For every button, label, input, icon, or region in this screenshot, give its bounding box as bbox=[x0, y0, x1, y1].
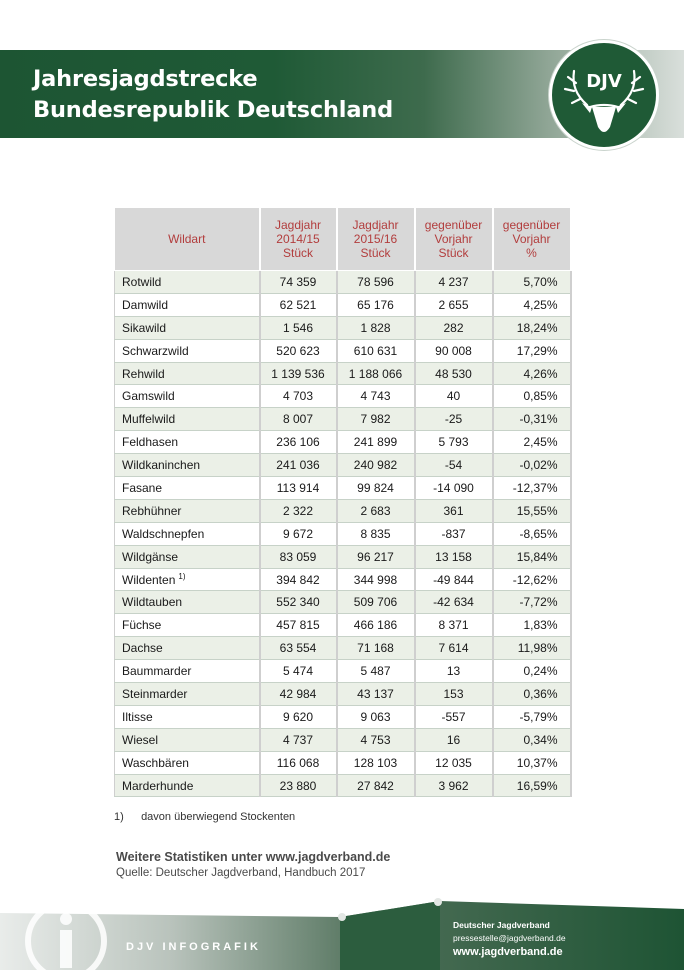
cell-diff-percent bbox=[493, 316, 571, 339]
cell-2014-15 bbox=[260, 751, 337, 774]
cell-2015-16 bbox=[337, 545, 415, 568]
table-body bbox=[115, 271, 571, 797]
cell-diff-count bbox=[415, 431, 493, 454]
cell-2015-16-value: 96 217 bbox=[357, 549, 394, 564]
table-row bbox=[115, 271, 571, 294]
cell-species bbox=[115, 477, 260, 500]
cell-2014-15 bbox=[260, 408, 337, 431]
cell-species-value: Baummarder bbox=[122, 664, 192, 679]
table-row bbox=[115, 683, 571, 706]
cell-2015-16 bbox=[337, 316, 415, 339]
column-header-label: Stück bbox=[438, 246, 469, 260]
table-row bbox=[115, 728, 571, 751]
cell-diff-percent-value: 11,98% bbox=[517, 641, 558, 656]
cell-diff-percent-value: -0,31% bbox=[519, 412, 558, 427]
cell-2014-15 bbox=[260, 385, 337, 408]
cell-2014-15 bbox=[260, 660, 337, 683]
cell-diff-count-value: 3 962 bbox=[438, 778, 469, 793]
cell-diff-percent bbox=[493, 545, 571, 568]
cell-diff-count bbox=[415, 774, 493, 797]
info-icon bbox=[18, 897, 114, 970]
cell-2014-15 bbox=[260, 568, 337, 591]
cell-2015-16-value: 610 631 bbox=[353, 343, 398, 358]
column-header-label: Vorjahr bbox=[512, 232, 551, 246]
cell-diff-percent bbox=[493, 339, 571, 362]
cell-2015-16-value: 509 706 bbox=[353, 595, 398, 610]
table-row bbox=[115, 293, 571, 316]
cell-2015-16 bbox=[337, 728, 415, 751]
cell-diff-count bbox=[415, 683, 493, 706]
cell-diff-percent-value: 0,36% bbox=[523, 686, 558, 701]
column-header-label: Jagdjahr bbox=[352, 218, 399, 232]
cell-2014-15 bbox=[260, 271, 337, 294]
footer-brand: DJV INFOGRAFIK bbox=[126, 941, 261, 953]
cell-diff-count-value: -49 844 bbox=[433, 572, 474, 587]
table-row bbox=[115, 522, 571, 545]
cell-species-value: Wildenten bbox=[122, 573, 176, 588]
cell-diff-percent bbox=[493, 293, 571, 316]
cell-2014-15 bbox=[260, 499, 337, 522]
cell-2015-16 bbox=[337, 568, 415, 591]
table-row bbox=[115, 499, 571, 522]
cell-2015-16-value: 5 487 bbox=[360, 664, 391, 679]
cell-species-value: Dachse bbox=[122, 641, 163, 656]
cell-species-value: Waschbären bbox=[122, 755, 189, 770]
djv-logo bbox=[549, 40, 659, 150]
cell-2014-15 bbox=[260, 362, 337, 385]
cell-diff-percent-value: 0,24% bbox=[523, 664, 558, 679]
cell-2015-16-value: 1 828 bbox=[360, 320, 391, 335]
column-header-2015 bbox=[337, 208, 415, 271]
cell-2014-15-value: 2 322 bbox=[282, 503, 314, 518]
deer-antlers-icon bbox=[552, 43, 656, 147]
cell-2014-15-value: 9 620 bbox=[282, 709, 314, 724]
cell-diff-percent bbox=[493, 637, 571, 660]
cell-2014-15-value: 23 880 bbox=[279, 778, 317, 793]
cell-2014-15-value: 520 623 bbox=[276, 343, 320, 358]
column-header-label: Stück bbox=[360, 246, 391, 260]
cell-diff-percent bbox=[493, 271, 571, 294]
cell-diff-count bbox=[415, 316, 493, 339]
footer-email-link[interactable]: pressestelle@jagdverband.de bbox=[453, 933, 566, 943]
cell-2015-16-value: 78 596 bbox=[357, 274, 394, 289]
cell-2015-16-value: 7 982 bbox=[360, 412, 391, 427]
cell-species bbox=[115, 431, 260, 454]
cell-2015-16-value: 27 842 bbox=[357, 778, 394, 793]
footnote-mark: 1) bbox=[114, 811, 124, 823]
cell-2015-16 bbox=[337, 637, 415, 660]
cell-diff-count-value: 4 237 bbox=[438, 274, 469, 289]
cell-diff-count-value: 13 bbox=[446, 664, 461, 679]
cell-2015-16-value: 4 743 bbox=[360, 389, 391, 404]
cell-2015-16 bbox=[337, 454, 415, 477]
cell-diff-percent-value: -5,79% bbox=[519, 709, 558, 724]
cell-2014-15 bbox=[260, 431, 337, 454]
cell-diff-count bbox=[415, 339, 493, 362]
cell-species-value: Sikawild bbox=[122, 320, 167, 335]
cell-diff-count bbox=[415, 637, 493, 660]
cell-diff-percent bbox=[493, 362, 571, 385]
table-row bbox=[115, 316, 571, 339]
cell-diff-count-value: 2 655 bbox=[438, 297, 469, 312]
cell-diff-count-value: -837 bbox=[441, 526, 466, 541]
cell-species-value: Steinmarder bbox=[122, 686, 188, 701]
table-row bbox=[115, 705, 571, 728]
cell-diff-count bbox=[415, 385, 493, 408]
cell-diff-percent-value: 15,84% bbox=[516, 549, 558, 564]
cell-2015-16-value: 99 824 bbox=[357, 480, 394, 495]
cell-diff-percent bbox=[493, 385, 571, 408]
cell-2014-15-value: 4 737 bbox=[282, 732, 314, 747]
cell-2014-15-value: 63 554 bbox=[279, 641, 317, 656]
footer-website-link[interactable]: www.jagdverband.de bbox=[453, 946, 563, 958]
cell-2014-15 bbox=[260, 705, 337, 728]
cell-species bbox=[115, 385, 260, 408]
table-row bbox=[115, 362, 571, 385]
cell-species-value: Iltisse bbox=[122, 709, 153, 724]
cell-diff-count bbox=[415, 362, 493, 385]
cell-diff-percent bbox=[493, 454, 571, 477]
column-header-wildart bbox=[115, 208, 260, 271]
cell-species bbox=[115, 774, 260, 797]
cell-diff-count bbox=[415, 499, 493, 522]
column-header-label: gegenüber bbox=[424, 218, 483, 232]
cell-2014-15 bbox=[260, 522, 337, 545]
cell-species bbox=[115, 454, 260, 477]
column-header-label: gegenüber bbox=[502, 218, 561, 232]
table-row bbox=[115, 614, 571, 637]
cell-diff-percent-value: 4,25% bbox=[523, 297, 558, 312]
cell-species-value: Wildgänse bbox=[122, 549, 179, 564]
cell-diff-count-value: 7 614 bbox=[438, 641, 469, 656]
cell-2015-16 bbox=[337, 522, 415, 545]
cell-species-value: Marderhunde bbox=[122, 778, 194, 793]
cell-diff-percent bbox=[493, 774, 571, 797]
title-line-1: Jahresjagdstrecke bbox=[33, 66, 258, 92]
cell-species bbox=[115, 408, 260, 431]
cell-diff-percent-value: -7,72% bbox=[519, 595, 558, 610]
cell-diff-percent-value: 16,59% bbox=[516, 778, 558, 793]
cell-2015-16-value: 241 899 bbox=[353, 435, 398, 450]
table-row bbox=[115, 591, 571, 614]
cell-diff-percent-value: -12,37% bbox=[512, 480, 558, 495]
table-row bbox=[115, 545, 571, 568]
cell-species-value: Fasane bbox=[122, 480, 163, 495]
cell-diff-percent bbox=[493, 591, 571, 614]
cell-2014-15 bbox=[260, 339, 337, 362]
cell-2015-16-value: 4 753 bbox=[360, 732, 391, 747]
cell-species bbox=[115, 568, 260, 591]
cell-diff-percent-value: 5,70% bbox=[523, 274, 558, 289]
footnote-text: davon überwiegend Stockenten bbox=[141, 811, 296, 823]
cell-species bbox=[115, 362, 260, 385]
cell-diff-percent-value: -12,62% bbox=[512, 572, 558, 587]
table-header-row bbox=[115, 208, 571, 271]
cell-diff-count-value: 13 158 bbox=[435, 549, 472, 564]
column-header-diff bbox=[415, 208, 493, 271]
cell-2014-15-value: 8 007 bbox=[282, 412, 314, 427]
cell-2014-15 bbox=[260, 316, 337, 339]
cell-diff-count bbox=[415, 751, 493, 774]
cell-2014-15-value: 116 068 bbox=[276, 755, 320, 770]
cell-diff-count-value: 48 530 bbox=[435, 366, 472, 381]
cell-2015-16-value: 8 835 bbox=[360, 526, 391, 541]
cell-diff-count-value: 16 bbox=[446, 732, 461, 747]
column-header-pct bbox=[493, 208, 571, 271]
cell-diff-count bbox=[415, 660, 493, 683]
cell-2015-16 bbox=[337, 499, 415, 522]
cell-diff-count bbox=[415, 271, 493, 294]
cell-2014-15-value: 4 703 bbox=[282, 389, 314, 404]
cell-diff-count-value: 90 008 bbox=[435, 343, 472, 358]
cell-species bbox=[115, 591, 260, 614]
cell-2014-15-value: 42 984 bbox=[279, 686, 317, 701]
column-header-label: 2014/15 bbox=[276, 232, 320, 246]
table-row bbox=[115, 477, 571, 500]
cell-2014-15 bbox=[260, 454, 337, 477]
cell-2014-15-value: 74 359 bbox=[279, 274, 317, 289]
cell-diff-count bbox=[415, 477, 493, 500]
cell-species bbox=[115, 751, 260, 774]
cell-2014-15 bbox=[260, 591, 337, 614]
cell-species-value: Schwarzwild bbox=[122, 343, 189, 358]
cell-diff-percent-value: -8,65% bbox=[519, 526, 558, 541]
footnote bbox=[114, 811, 295, 823]
cell-diff-count-value: 282 bbox=[443, 320, 464, 335]
cell-diff-percent-value: 10,37% bbox=[516, 755, 558, 770]
cell-diff-count-value: 153 bbox=[443, 686, 464, 701]
cell-species bbox=[115, 271, 260, 294]
cell-diff-percent bbox=[493, 614, 571, 637]
cell-2014-15-value: 236 106 bbox=[276, 435, 320, 450]
cell-species bbox=[115, 637, 260, 660]
cell-species bbox=[115, 522, 260, 545]
cell-diff-count-value: 5 793 bbox=[438, 435, 469, 450]
cell-diff-count bbox=[415, 591, 493, 614]
cell-2015-16 bbox=[337, 705, 415, 728]
cell-species bbox=[115, 293, 260, 316]
cell-diff-percent-value: 18,24% bbox=[516, 320, 558, 335]
cell-species bbox=[115, 316, 260, 339]
cell-diff-count bbox=[415, 545, 493, 568]
cell-2015-16-value: 2 683 bbox=[360, 503, 391, 518]
cell-2015-16-value: 1 188 066 bbox=[348, 366, 403, 381]
cell-species bbox=[115, 705, 260, 728]
table-row bbox=[115, 385, 571, 408]
cell-diff-percent bbox=[493, 522, 571, 545]
cell-2014-15-value: 1 139 536 bbox=[271, 366, 325, 381]
cell-diff-count bbox=[415, 705, 493, 728]
cell-2015-16 bbox=[337, 431, 415, 454]
cell-diff-percent bbox=[493, 408, 571, 431]
cell-diff-percent-value: 0,34% bbox=[523, 732, 558, 747]
cell-2015-16 bbox=[337, 751, 415, 774]
footer-bar bbox=[0, 895, 684, 970]
cell-species bbox=[115, 545, 260, 568]
table-row bbox=[115, 454, 571, 477]
cell-2014-15-value: 457 815 bbox=[276, 618, 320, 633]
cell-2014-15-value: 9 672 bbox=[282, 526, 314, 541]
cell-species bbox=[115, 339, 260, 362]
footnote-reference: 1) bbox=[178, 572, 186, 582]
cell-2015-16 bbox=[337, 293, 415, 316]
cell-2014-15 bbox=[260, 728, 337, 751]
cell-diff-percent bbox=[493, 683, 571, 706]
cell-diff-percent bbox=[493, 477, 571, 500]
cell-species-value: Gamswild bbox=[122, 389, 175, 404]
cell-diff-count bbox=[415, 568, 493, 591]
cell-diff-count-value: -557 bbox=[441, 709, 466, 724]
cell-diff-percent-value: 4,26% bbox=[523, 366, 558, 381]
cell-diff-percent bbox=[493, 751, 571, 774]
cell-diff-percent bbox=[493, 499, 571, 522]
cell-species bbox=[115, 499, 260, 522]
cell-species bbox=[115, 614, 260, 637]
cell-diff-count-value: 361 bbox=[443, 503, 464, 518]
column-header-label: 2015/16 bbox=[353, 232, 398, 246]
cell-species bbox=[115, 683, 260, 706]
cell-2014-15 bbox=[260, 637, 337, 660]
title-line-2: Bundesrepublik Deutschland bbox=[33, 97, 394, 123]
column-header-label: Stück bbox=[282, 246, 313, 260]
cell-species-value: Rehwild bbox=[122, 366, 165, 381]
cell-2015-16 bbox=[337, 362, 415, 385]
cell-2015-16-value: 65 176 bbox=[357, 297, 394, 312]
cell-species-value: Wildkaninchen bbox=[122, 458, 201, 473]
column-header-label: % bbox=[526, 246, 537, 260]
cell-2014-15 bbox=[260, 293, 337, 316]
cell-diff-count bbox=[415, 728, 493, 751]
cell-diff-count-value: 40 bbox=[446, 389, 461, 404]
cell-species bbox=[115, 660, 260, 683]
cell-species-value: Feldhasen bbox=[122, 435, 179, 450]
cell-diff-count bbox=[415, 522, 493, 545]
cell-diff-percent-value: 1,83% bbox=[523, 618, 558, 633]
cell-diff-percent-value: -0,02% bbox=[519, 458, 558, 473]
cell-diff-percent bbox=[493, 728, 571, 751]
cell-species-value: Waldschnepfen bbox=[122, 526, 205, 541]
cell-2014-15 bbox=[260, 545, 337, 568]
cell-2015-16-value: 43 137 bbox=[357, 686, 394, 701]
cell-diff-percent-value: 2,45% bbox=[523, 435, 558, 450]
cell-2014-15-value: 113 914 bbox=[276, 480, 320, 495]
cell-2015-16 bbox=[337, 774, 415, 797]
cell-diff-count bbox=[415, 293, 493, 316]
cell-species-value: Muffelwild bbox=[122, 412, 176, 427]
cell-2014-15 bbox=[260, 477, 337, 500]
cell-2015-16 bbox=[337, 271, 415, 294]
cell-diff-count-value: 12 035 bbox=[435, 755, 472, 770]
cell-2015-16-value: 128 103 bbox=[353, 755, 398, 770]
cell-diff-count-value: -25 bbox=[444, 412, 463, 427]
cell-species-value: Wildtauben bbox=[122, 595, 183, 610]
table-row bbox=[115, 339, 571, 362]
cell-2015-16 bbox=[337, 660, 415, 683]
page-title bbox=[33, 64, 393, 126]
cell-2014-15-value: 1 546 bbox=[282, 320, 314, 335]
cell-2015-16-value: 240 982 bbox=[353, 458, 398, 473]
cell-2015-16 bbox=[337, 385, 415, 408]
cell-2014-15-value: 83 059 bbox=[279, 549, 317, 564]
cell-diff-percent-value: 0,85% bbox=[523, 389, 558, 404]
cell-diff-count bbox=[415, 614, 493, 637]
cell-diff-count-value: -14 090 bbox=[433, 480, 474, 495]
cell-2015-16 bbox=[337, 408, 415, 431]
table-row bbox=[115, 568, 571, 591]
cell-diff-count bbox=[415, 454, 493, 477]
cell-diff-percent bbox=[493, 660, 571, 683]
table-row bbox=[115, 637, 571, 660]
column-header-label: Jagdjahr bbox=[274, 218, 322, 232]
cell-2015-16-value: 466 186 bbox=[353, 618, 398, 633]
cell-2015-16 bbox=[337, 614, 415, 637]
cell-diff-percent bbox=[493, 568, 571, 591]
hunting-statistics-table bbox=[114, 207, 570, 797]
cell-species-value: Wiesel bbox=[122, 732, 159, 747]
table-row bbox=[115, 774, 571, 797]
cell-2015-16-value: 9 063 bbox=[360, 709, 391, 724]
table-row bbox=[115, 751, 571, 774]
cell-2015-16 bbox=[337, 683, 415, 706]
footer-organization: Deutscher Jagdverband bbox=[453, 920, 550, 930]
cell-diff-percent-value: 15,55% bbox=[516, 503, 558, 518]
cell-2014-15 bbox=[260, 614, 337, 637]
cell-2014-15-value: 5 474 bbox=[282, 664, 314, 679]
cell-diff-count-value: -42 634 bbox=[433, 595, 474, 610]
cell-diff-percent bbox=[493, 431, 571, 454]
cell-diff-percent bbox=[493, 705, 571, 728]
column-header-label: Vorjahr bbox=[434, 232, 473, 246]
cell-2014-15-value: 62 521 bbox=[279, 297, 317, 312]
table-row bbox=[115, 660, 571, 683]
cell-2015-16 bbox=[337, 477, 415, 500]
cell-species-value: Rebhühner bbox=[122, 503, 182, 518]
cell-diff-count-value: 8 371 bbox=[438, 618, 469, 633]
source-text: Quelle: Deutscher Jagdverband, Handbuch 2017 bbox=[116, 867, 366, 879]
cell-2015-16-value: 71 168 bbox=[357, 641, 394, 656]
cell-diff-percent-value: 17,29% bbox=[516, 343, 558, 358]
logo-text: DJV bbox=[586, 71, 622, 92]
cell-2014-15 bbox=[260, 683, 337, 706]
cell-2015-16 bbox=[337, 339, 415, 362]
cell-species-value: Füchse bbox=[122, 618, 162, 633]
cell-2014-15-value: 394 842 bbox=[276, 572, 320, 587]
table-row bbox=[115, 431, 571, 454]
column-header-label: Wildart bbox=[168, 232, 206, 246]
column-header-2014 bbox=[260, 208, 337, 271]
cell-diff-count bbox=[415, 408, 493, 431]
table-row bbox=[115, 408, 571, 431]
cell-2014-15-value: 241 036 bbox=[276, 458, 320, 473]
cell-2014-15 bbox=[260, 774, 337, 797]
cell-2015-16 bbox=[337, 591, 415, 614]
cell-species bbox=[115, 728, 260, 751]
cell-species-value: Damwild bbox=[122, 297, 169, 312]
cell-diff-count-value: -54 bbox=[444, 458, 463, 473]
cell-2014-15-value: 552 340 bbox=[276, 595, 320, 610]
cell-2015-16-value: 344 998 bbox=[353, 572, 398, 587]
statistics-link-text: Weitere Statistiken unter www.jagdverband.de bbox=[116, 850, 391, 864]
cell-species-value: Rotwild bbox=[122, 274, 162, 289]
